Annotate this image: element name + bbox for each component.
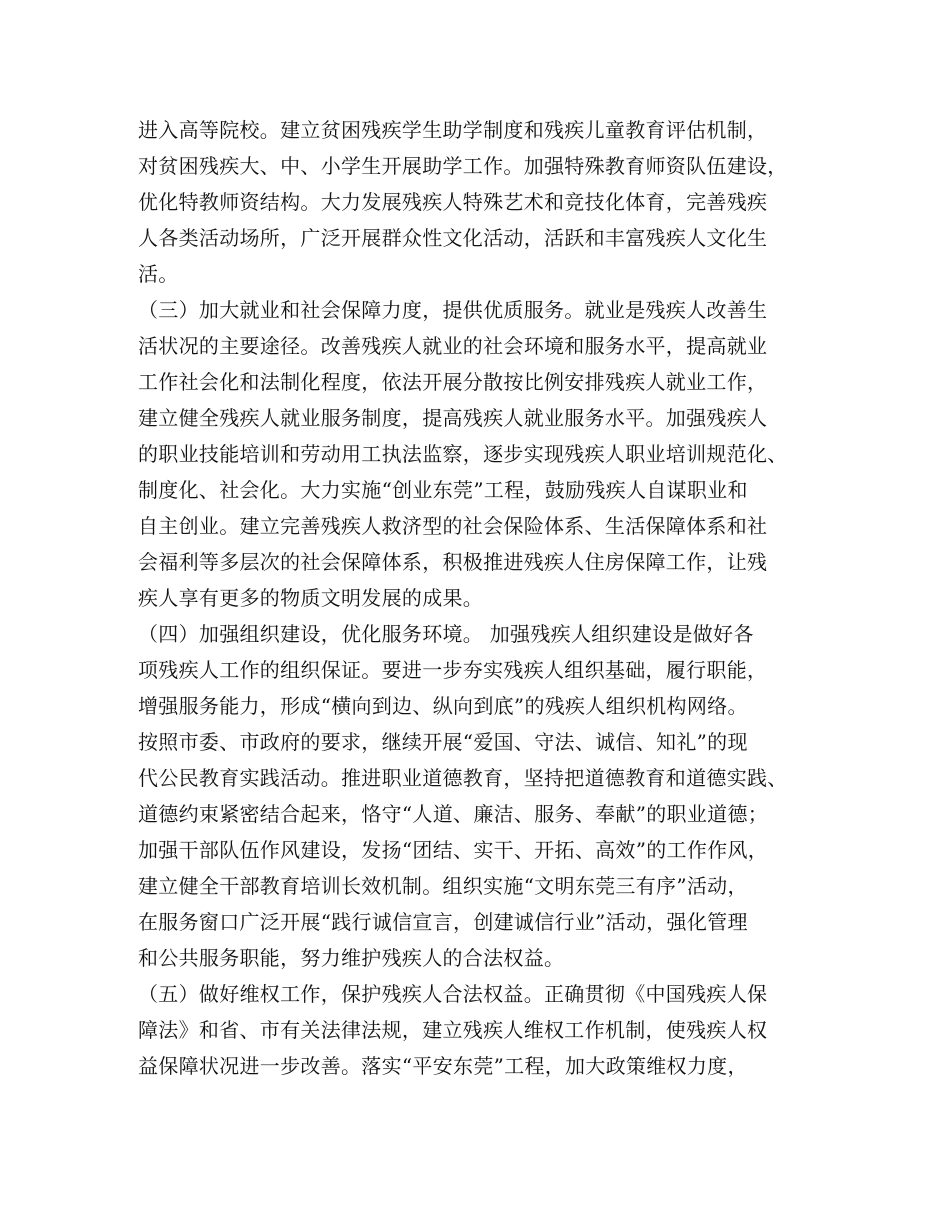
text-line: 道德约束紧密结合起来，恪守“人道、廉洁、服务、奉献”的职业道德；	[138, 802, 769, 826]
text-line: 的职业技能培训和劳动用工执法监察，逐步实现残疾人职业培训规范化、	[138, 442, 788, 466]
text-line: 按照市委、市政府的要求，继续开展“爱国、守法、诚信、知礼”的现	[138, 730, 748, 754]
text-line: 障法》和省、市有关法律法规，建立残疾人维权工作机制，使残疾人权	[138, 1018, 768, 1042]
section-heading-4: （四）加强组织建设，优化服务环境。 加强残疾人组织建设是做好各	[138, 622, 754, 646]
text-line: 活状况的主要途径。改善残疾人就业的社会环境和服务水平，提高就业	[138, 334, 768, 358]
text-line: 工作社会化和法制化程度，依法开展分散按比例安排残疾人就业工作，	[138, 370, 768, 394]
text-line: 在服务窗口广泛开展“践行诚信宣言，创建诚信行业”活动，强化管理	[138, 910, 748, 934]
text-line: 制度化、社会化。大力实施“创业东莞”工程，鼓励残疾人自谋职业和	[138, 478, 748, 502]
text-line: 和公共服务职能，努力维护残疾人的合法权益。	[138, 946, 565, 970]
text-line: 建立健全残疾人就业服务制度，提高残疾人就业服务水平。加强残疾人	[138, 406, 768, 430]
text-line: 优化特教师资结构。大力发展残疾人特殊艺术和竞技化体育，完善残疾	[138, 190, 768, 214]
text-line: 代公民教育实践活动。推进职业道德教育，坚持把道德教育和道德实践、	[138, 766, 788, 790]
text-line: 增强服务能力，形成“横向到边、纵向到底”的残疾人组织机构网络。	[138, 694, 748, 718]
text-line: 建立健全干部教育培训长效机制。组织实施“文明东莞三有序”活动，	[138, 874, 748, 898]
text-line: 自主创业。建立完善残疾人救济型的社会保险体系、生活保障体系和社	[138, 514, 768, 538]
text-line: 活。	[138, 262, 179, 286]
text-line: 对贫困残疾大、中、小学生开展助学工作。加强特殊教育师资队伍建设，	[138, 154, 788, 178]
body-text	[138, 112, 838, 1084]
text-line: 进入高等院校。建立贫困残疾学生助学制度和残疾儿童教育评估机制，	[138, 118, 768, 142]
text-line: 益保障状况进一步改善。落实“平安东莞”工程，加大政策维权力度，	[138, 1054, 748, 1078]
text-line: 项残疾人工作的组织保证。要进一步夯实残疾人组织基础，履行职能，	[138, 658, 768, 682]
text-line: 疾人享有更多的物质文明发展的成果。	[138, 586, 484, 610]
text-line: 加强干部队伍作风建设，发扬“团结、实干、开拓、高效”的工作作风，	[138, 838, 769, 862]
section-heading-5: （五）做好维权工作，保护残疾人合法权益。正确贯彻《中国残疾人保	[138, 982, 768, 1006]
text-line: 会福利等多层次的社会保障体系，积极推进残疾人住房保障工作，让残	[138, 550, 768, 574]
section-heading-3: （三）加大就业和社会保障力度，提供优质服务。就业是残疾人改善生	[138, 298, 768, 322]
text-line: 人各类活动场所，广泛开展群众性文化活动，活跃和丰富残疾人文化生	[138, 226, 768, 250]
